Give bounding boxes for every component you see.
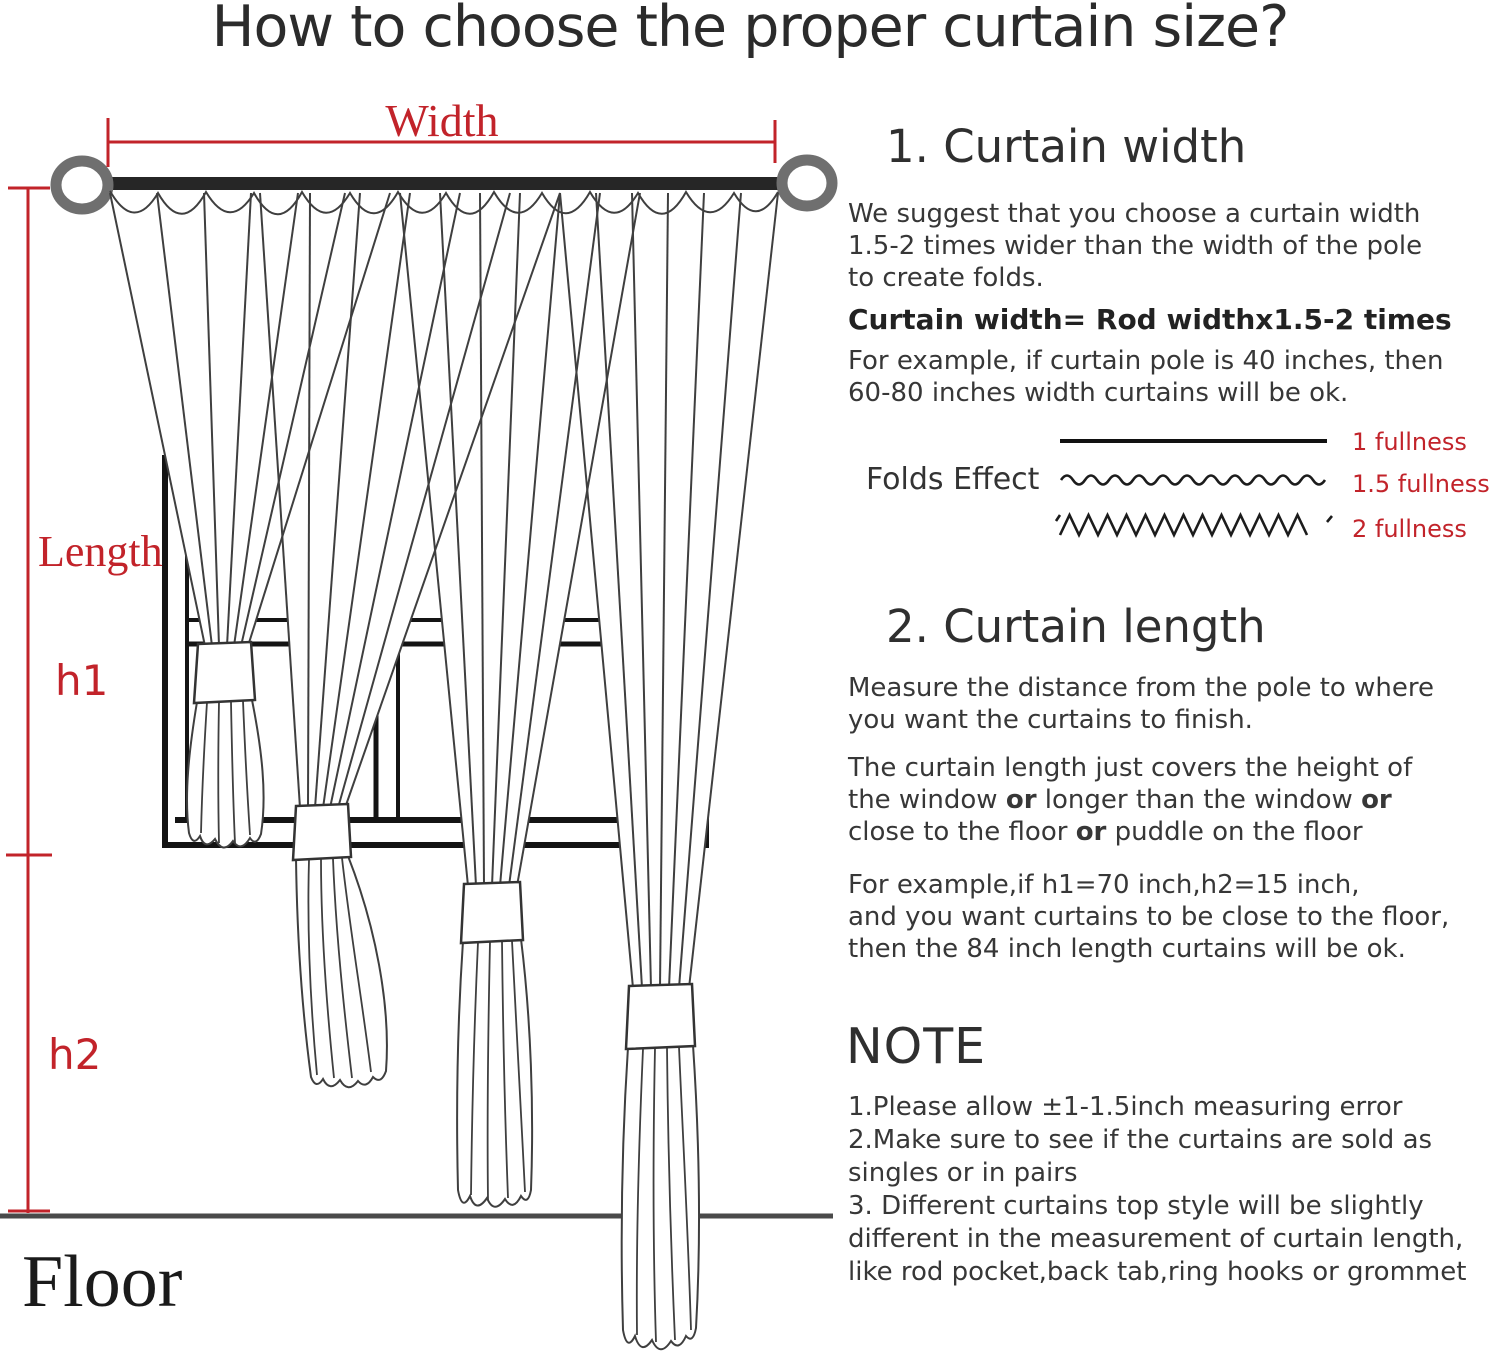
curtain-fabric	[110, 191, 778, 1349]
fullness-line-straight-icon	[1060, 439, 1327, 443]
note-item: 1.Please allow ±1-1.5inch measuring error	[848, 1092, 1403, 1122]
page-title: How to choose the proper curtain size?	[211, 0, 1289, 60]
fullness-line-zigzag-icon	[1054, 511, 1338, 543]
curtain-ring-icon	[782, 160, 832, 206]
fullness-label-1: 1 fullness	[1352, 428, 1467, 456]
note-item: 2.Make sure to see if the curtains are sold as singles or in pairs	[848, 1125, 1433, 1188]
length-example-paragraph: For example,if h1=70 inch,h2=15 inch, and you want curtains to be close to the floor, then the 84 inch length curtains will be ok.	[848, 870, 1450, 964]
length-label: Length	[38, 527, 163, 576]
floor-label: Floor	[22, 1241, 183, 1323]
fullness-label-1-5: 1.5 fullness	[1352, 470, 1490, 498]
section-width-heading: 1. Curtain width	[886, 120, 1247, 173]
length-measure-paragraph: Measure the distance from the pole to where you want the curtains to finish.	[848, 673, 1434, 735]
fullness-line-wave-icon	[1059, 468, 1329, 492]
h2-label: h2	[48, 1030, 102, 1079]
folds-effect-label: Folds Effect	[866, 462, 1040, 497]
section-length-heading: 2. Curtain length	[886, 600, 1266, 653]
length-measure-line	[6, 188, 52, 1213]
width-example-paragraph: For example, if curtain pole is 40 inches, then 60-80 inches width curtains will be ok.	[848, 346, 1444, 408]
length-cover-paragraph: The curtain length just covers the height of the window or longer than the window or close to the floor or puddle on the floor	[848, 753, 1413, 847]
note-item: 3. Different curtains top style will be slightly different in the measurement of curtain length, like rod pocket,back tab,ring hooks or grommet	[848, 1191, 1467, 1287]
fullness-label-2: 2 fullness	[1352, 515, 1467, 543]
width-intro-paragraph: We suggest that you choose a curtain width 1.5-2 times wider than the width of the pole to create folds.	[848, 199, 1423, 293]
h1-label: h1	[55, 656, 109, 705]
note-heading: NOTE	[846, 1018, 987, 1075]
width-formula: Curtain width= Rod widthx1.5-2 times	[848, 303, 1452, 336]
curtain-rod	[104, 177, 780, 190]
width-label: Width	[385, 95, 499, 146]
curtain-ring-icon	[56, 161, 108, 209]
